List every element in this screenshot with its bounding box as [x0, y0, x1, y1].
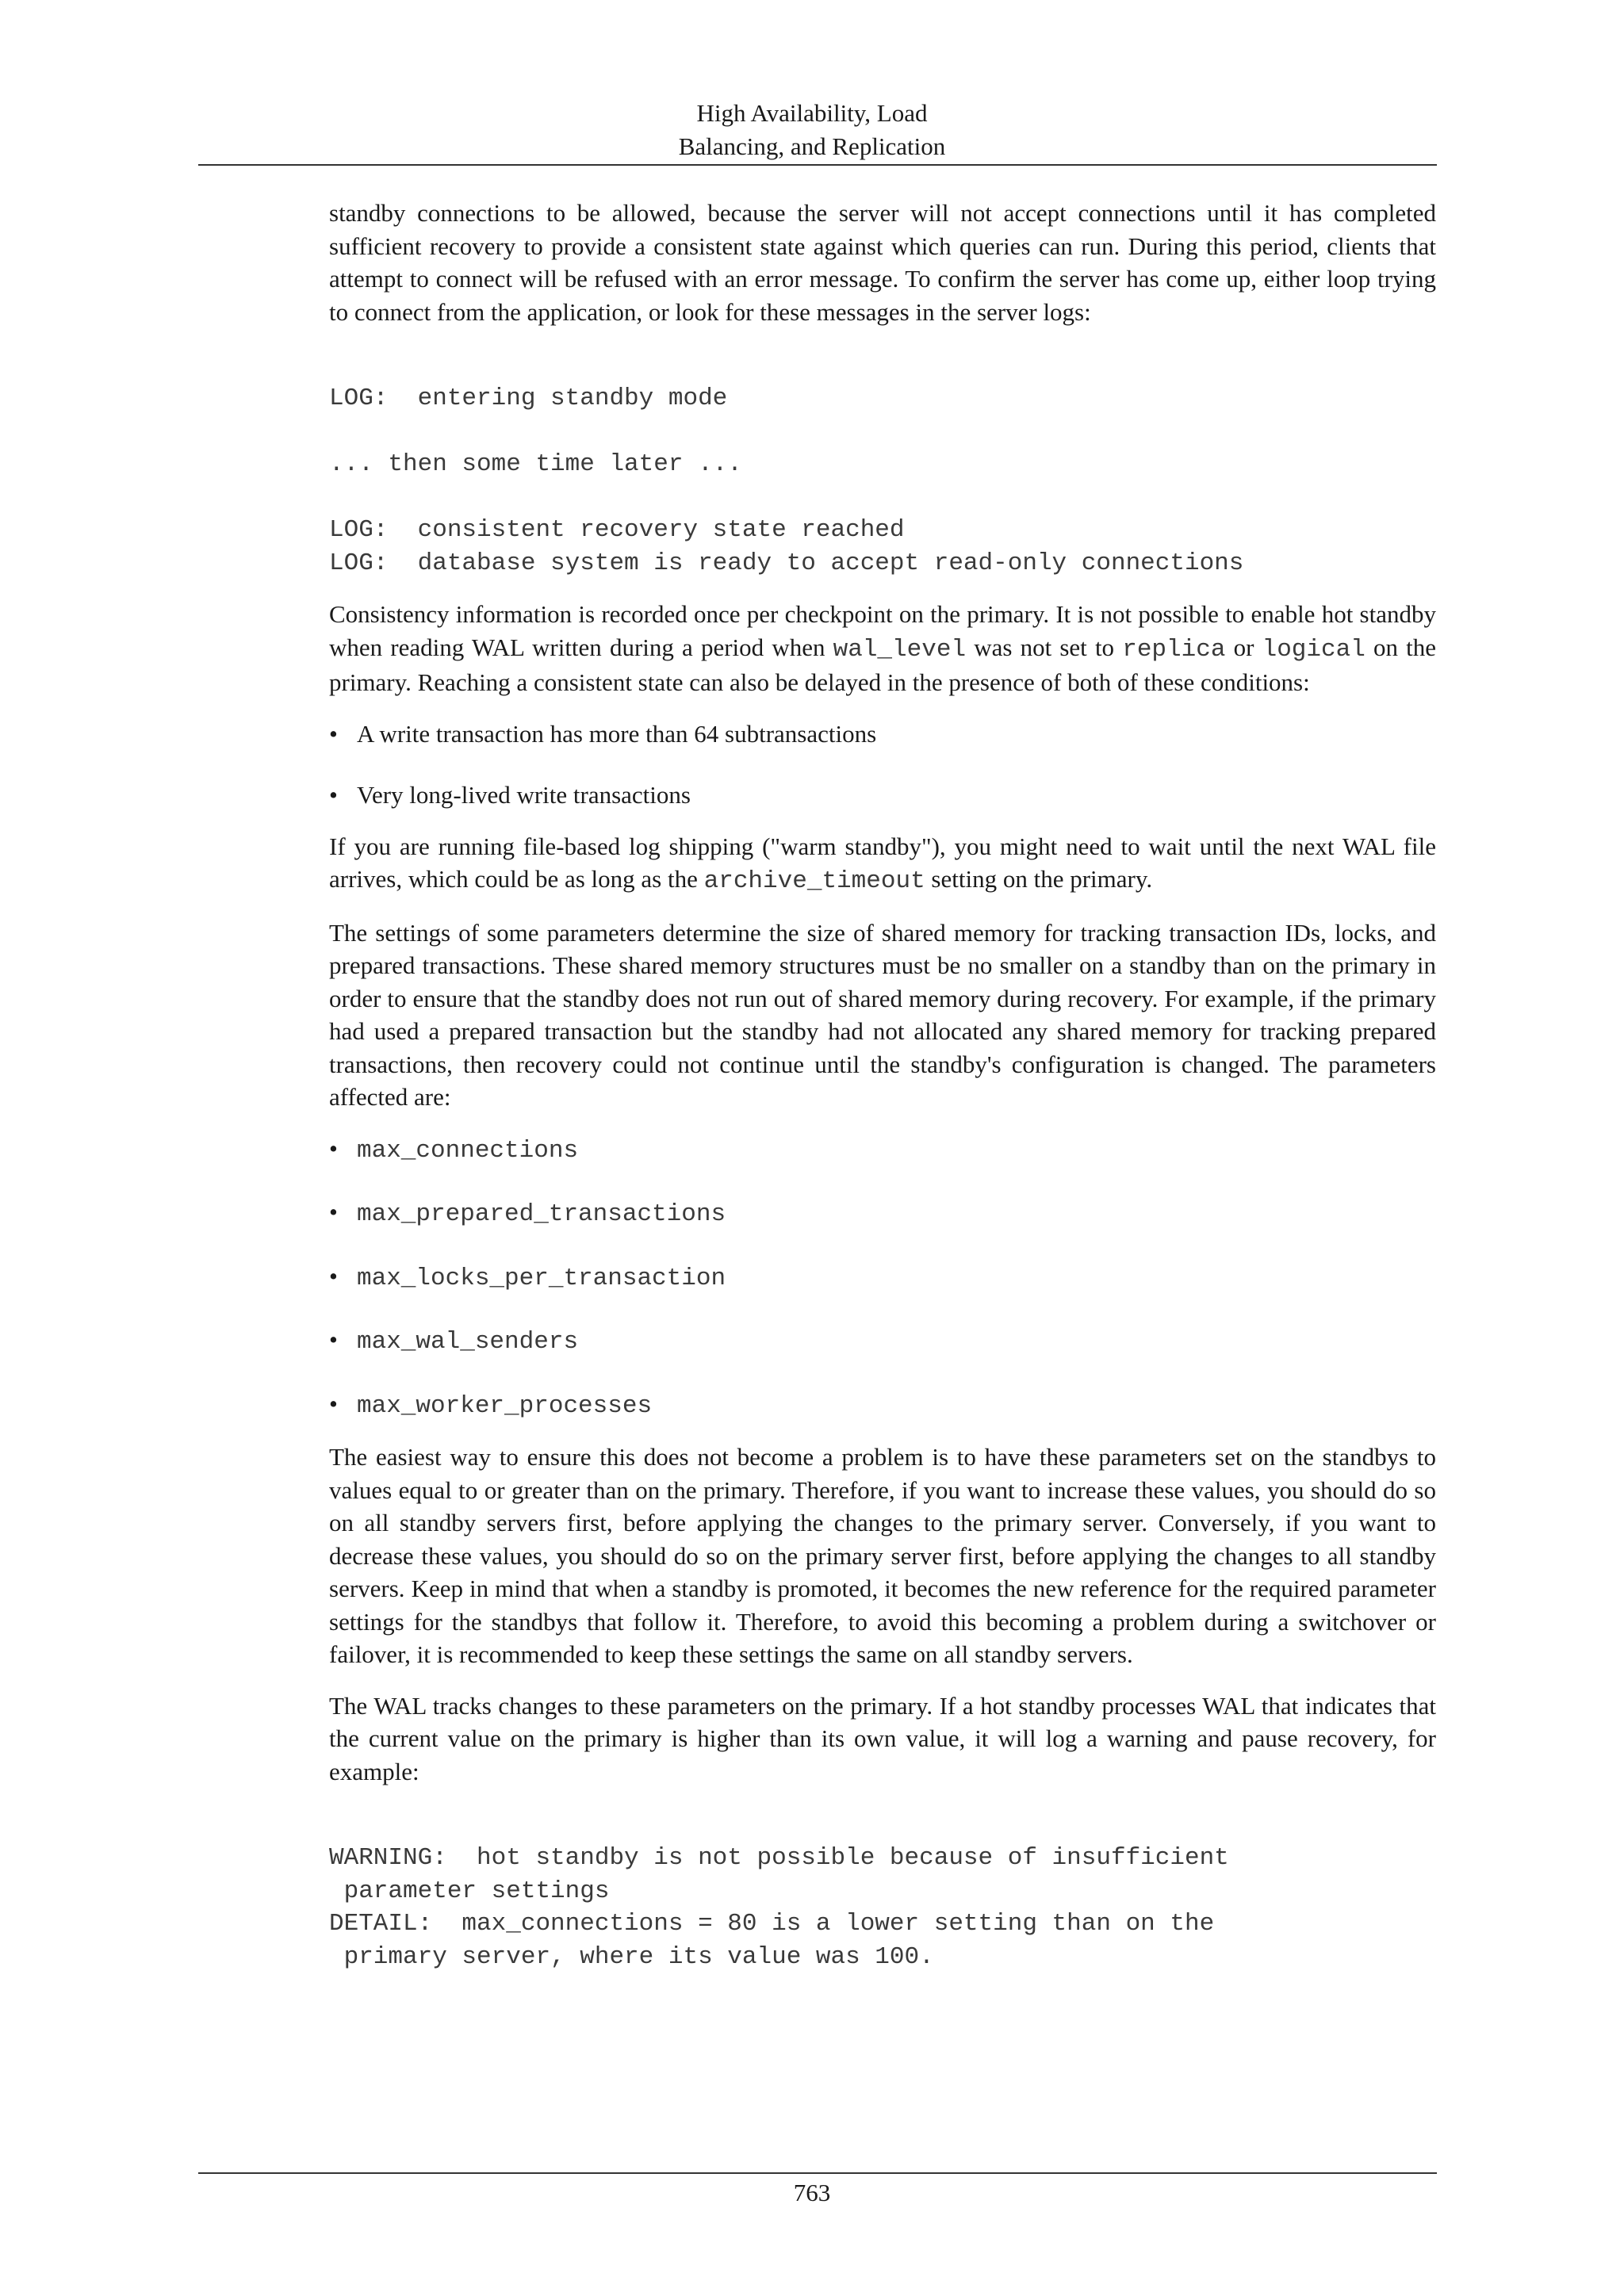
- paragraph-easiest-way: The easiest way to ensure this does not become a problem is to have these parameters set on the standbys to values equal to or greater than on the primary. Therefore, if you want to increase these values, you should do so on all standby servers first, before applying the changes to the primary server. Conversely, if you want to decrease these values, you should do so on the primary server first, before applying the changes to all standby servers. Keep in mind that when a standby is promoted, it becomes the new reference for the required parameter settings for the standbys that follow it. Therefore, to avoid this becoming a problem during a switchover or failover, it is recommended to keep these settings the same on all standby servers.: [329, 1443, 1436, 1668]
- log-code-block: [329, 382, 1436, 580]
- code-line: primary server, where its value was 100.: [329, 1942, 934, 1971]
- code-line: LOG: database system is ready to accept read-only connections: [329, 549, 1244, 577]
- page-number: 763: [793, 2179, 831, 2206]
- code-line: WARNING: hot standby is not possible because of insufficient: [329, 1844, 1229, 1872]
- conditions-list: [329, 718, 1436, 812]
- bullet-icon: •: [329, 1389, 338, 1418]
- code-line: parameter settings: [329, 1877, 610, 1905]
- paragraph-standby-connections: standby connections to be allowed, because the server will not accept connections until it has completed sufficient recovery to provide a consistent state against which queries can run. During this period, clients that attempt to connect will be refused with an error message. To confirm the server has come up, either loop trying to connect from the application, or look for these messages in the server logs:: [329, 199, 1436, 326]
- bullet-icon: •: [329, 719, 338, 748]
- inline-code-archive-timeout: archive_timeout: [703, 867, 925, 895]
- paragraph-consistency: Consistency information is recorded once per checkpoint on the primary. It is not possible to enable hot standby when reading WAL written during a period when wal_level was not set to replica or logical on the primary. Reaching a consistent state can also be delayed in the presence of both of these conditions:: [329, 600, 1437, 696]
- warning-code-block: [329, 1842, 1436, 1973]
- footer-rule: [198, 2172, 1437, 2174]
- code-line: ... then some time later ...: [329, 450, 742, 478]
- list-item: • max_locks_per_transaction: [329, 1260, 1436, 1295]
- bullet-icon: •: [329, 781, 338, 809]
- inline-code-replica: replica: [1122, 635, 1226, 664]
- page-body: [329, 197, 1436, 1973]
- paragraph-warm-standby: If you are running file-based log shipping ("warm standby"), you might need to wait until the next WAL file arrives, which could be as long as the archive_timeout setting on the primary.: [329, 832, 1436, 895]
- running-header: [0, 97, 1624, 163]
- paragraph-wal-tracks: The WAL tracks changes to these parameters on the primary. If a hot standby processes WAL that indicates that the current value on the primary is higher than its own value, it will log a warning and pause recovery, for example:: [329, 1691, 1436, 1785]
- list-item: • Very long-lived write transactions: [329, 779, 1436, 812]
- header-line-2: Balancing, and Replication: [678, 132, 946, 160]
- list-item: • max_wal_senders: [329, 1323, 1436, 1359]
- list-item: • max_prepared_transactions: [329, 1196, 1436, 1231]
- list-item: • max_worker_processes: [329, 1387, 1436, 1423]
- paragraph-shared-memory: The settings of some parameters determine the size of shared memory for tracking transaction IDs, locks, and prepared transactions. These shared memory structures must be no smaller on a standby than on the primary in order to ensure that the standby does not run out of shared memory during recovery. For example, if the primary had used a prepared transaction but the standby had not allocated any shared memory for tracking prepared transactions, then recovery could not continue until the standby's configuration is changed. The parameters affected are:: [329, 918, 1436, 1111]
- list-item: • A write transaction has more than 64 subtransactions: [329, 718, 1436, 751]
- parameters-list: [329, 1132, 1436, 1423]
- bullet-icon: •: [329, 1134, 338, 1162]
- code-line: LOG: entering standby mode: [329, 385, 728, 412]
- inline-code-wal-level: wal_level: [833, 635, 967, 664]
- code-line: LOG: consistent recovery state reached: [329, 516, 905, 544]
- bullet-icon: •: [329, 1198, 338, 1226]
- header-rule: [198, 164, 1437, 166]
- list-item: • max_connections: [329, 1132, 1436, 1168]
- bullet-icon: •: [329, 1326, 338, 1353]
- code-line: DETAIL: max_connections = 80 is a lower setting than on the: [329, 1910, 1215, 1938]
- header-line-1: High Availability, Load: [696, 99, 928, 127]
- bullet-icon: •: [329, 1261, 338, 1290]
- inline-code-logical: logical: [1262, 635, 1365, 664]
